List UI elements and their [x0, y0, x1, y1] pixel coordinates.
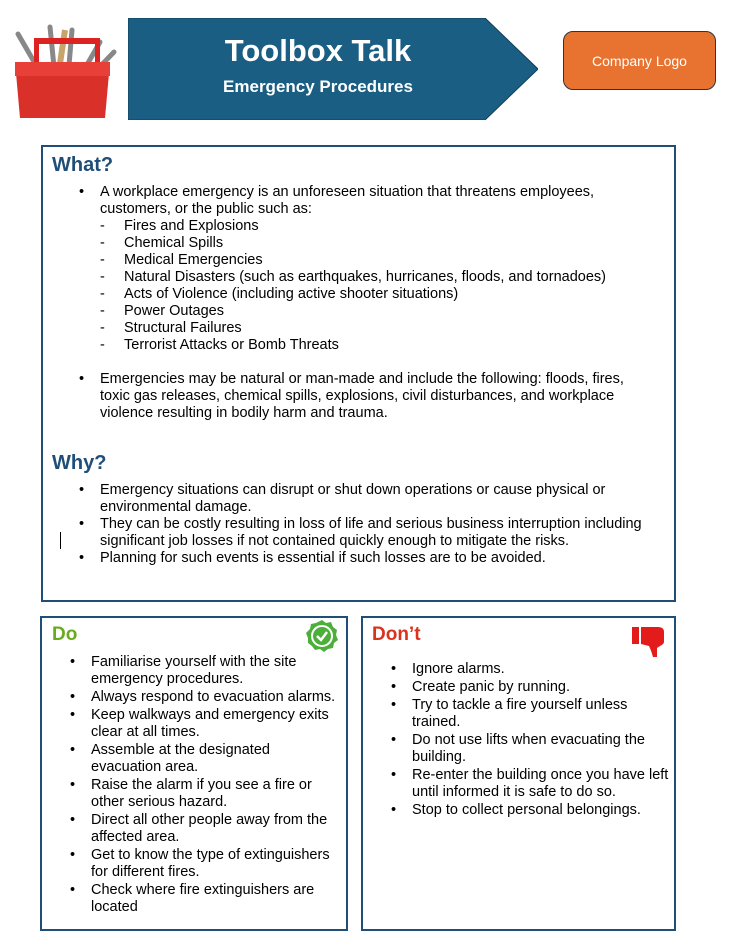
- company-logo-text: Company Logo: [592, 52, 687, 69]
- what-note: • Emergencies may be natural or man-made and include the following: floods, fires, toxic gas releases, chemical spills, explosions, civil disturbances, and workplace violence resulting in bodily harm and trauma.: [100, 371, 670, 422]
- dont-heading: Don’t: [372, 624, 421, 645]
- text-cursor: [60, 532, 61, 549]
- do-item: • Get to know the type of extinguishers for different fires.: [91, 847, 346, 881]
- do-heading: Do: [52, 624, 78, 645]
- example-item: - Terrorist Attacks or Bomb Threats: [124, 337, 664, 354]
- example-item: - Power Outages: [124, 303, 664, 320]
- company-logo-placeholder: [563, 31, 716, 90]
- example-item: - Chemical Spills: [124, 235, 664, 252]
- dont-list: [412, 661, 712, 819]
- dont-item: • Try to tackle a fire yourself unless trained.: [412, 697, 712, 731]
- page-subtitle: Emergency Procedures: [223, 77, 413, 96]
- what-heading: What?: [52, 154, 114, 176]
- why-item: • Emergency situations can disrupt or shut down operations or cause physical or environmental damage.: [100, 482, 670, 516]
- dont-item: • Ignore alarms.: [412, 661, 712, 678]
- dont-item: • Stop to collect personal belongings.: [412, 802, 712, 819]
- example-item: - Medical Emergencies: [124, 252, 664, 269]
- example-item: - Structural Failures: [124, 320, 664, 337]
- do-item: • Assemble at the designated evacuation area.: [91, 742, 346, 776]
- do-item: • Check where fire extinguishers are located: [91, 882, 346, 916]
- example-item: - Natural Disasters (such as earthquakes, hurricanes, floods, and tornadoes): [124, 269, 664, 286]
- dont-item: • Do not use lifts when evacuating the building.: [412, 732, 712, 766]
- emergency-examples-list: [124, 218, 664, 354]
- why-item: • Planning for such events is essential if such losses are to be avoided.: [100, 550, 670, 567]
- dont-item: • Re-enter the building once you have left until informed it is safe to do so.: [412, 767, 712, 801]
- example-item: - Fires and Explosions: [124, 218, 664, 235]
- what-list: [100, 184, 670, 218]
- do-list: [91, 654, 346, 916]
- what-intro: • A workplace emergency is an unforeseen situation that threatens employees, customers, or the public such as:: [100, 184, 670, 218]
- why-list: [100, 482, 670, 567]
- example-item: - Acts of Violence (including active shooter situations): [124, 286, 664, 303]
- do-item: • Always respond to evacuation alarms.: [91, 689, 346, 706]
- why-item: • They can be costly resulting in loss of life and serious business interruption including significant job losses if not contained quickly enough to mitigate the risks.: [100, 516, 670, 550]
- what-note-list: [100, 371, 670, 422]
- check-badge-icon: [305, 619, 339, 653]
- do-item: • Direct all other people away from the affected area.: [91, 812, 346, 846]
- why-heading: Why?: [52, 452, 107, 474]
- do-item: • Raise the alarm if you see a fire or other serious hazard.: [91, 777, 346, 811]
- do-item: • Familiarise yourself with the site emergency procedures.: [91, 654, 346, 688]
- page-title: Toolbox Talk: [224, 33, 412, 68]
- toolbox-icon: [10, 22, 120, 120]
- do-item: • Keep walkways and emergency exits clear at all times.: [91, 707, 346, 741]
- dont-item: • Create panic by running.: [412, 679, 712, 696]
- thumbs-down-icon: [632, 626, 668, 658]
